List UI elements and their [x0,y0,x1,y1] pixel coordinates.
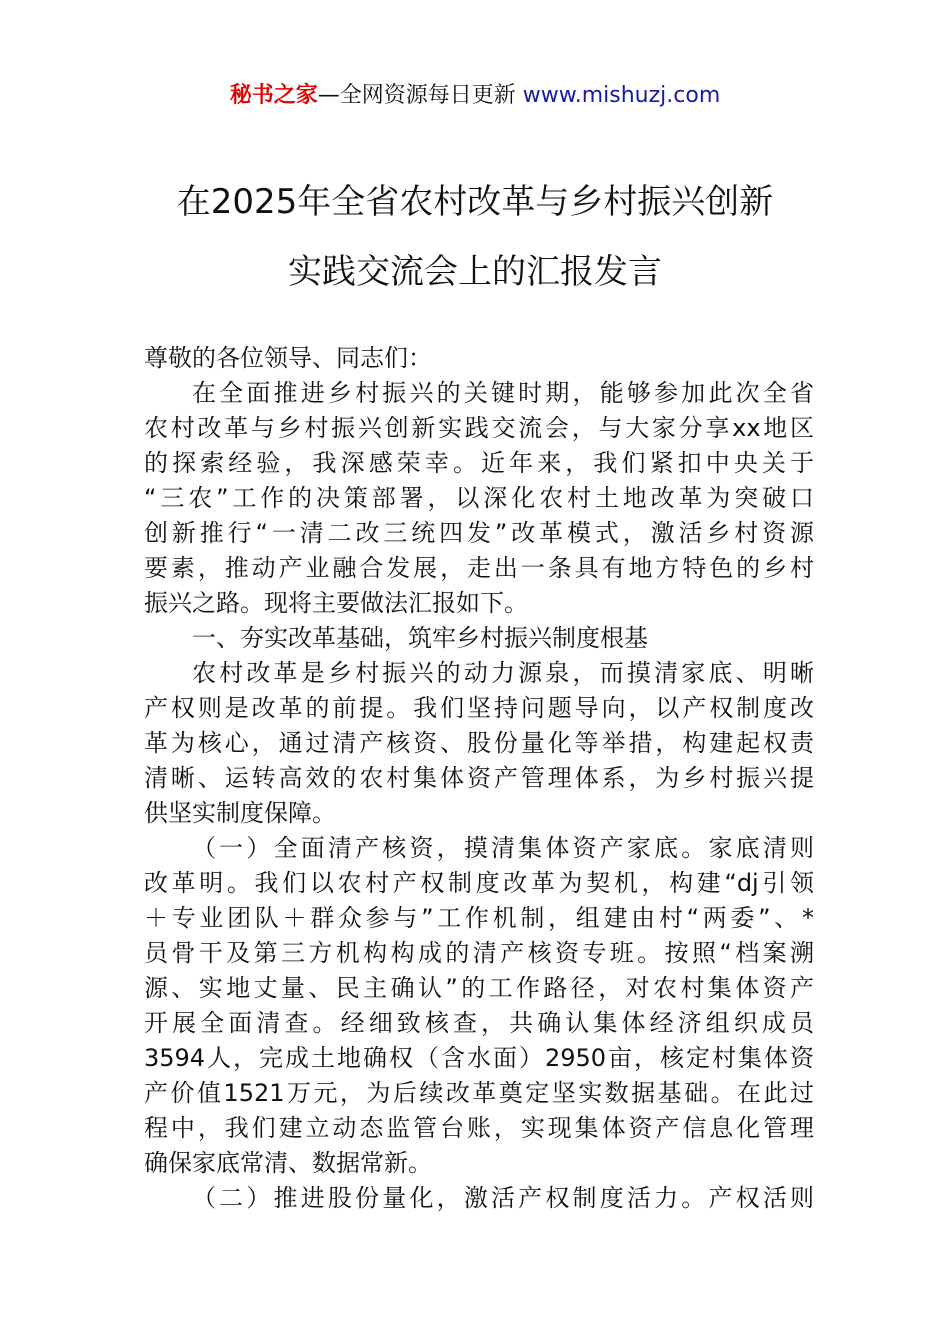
document-title-line-1: 在2025年全省农村改革与乡村振兴创新 [176,182,774,222]
site-tagline: —全网资源每日更新 [317,83,523,108]
paragraph-line: 农村改革与乡村振兴创新实践交流会，与大家分享xx地区 [144,414,814,442]
paragraph-line: 程中，我们建立动态监管台账，实现集体资产信息化管理 [144,1114,814,1142]
section-heading: 一、夯实改革基础，筑牢乡村振兴制度根基 [192,624,648,652]
paragraph-line: 振兴之路。现将主要做法汇报如下。 [144,589,528,617]
paragraph-line: 革为核心，通过清产核资、股份量化等举措，构建起权责 [144,729,814,757]
paragraph-line: 农村改革是乡村振兴的动力源泉，而摸清家底、明晰 [192,659,814,687]
paragraph-line: 在全面推进乡村振兴的关键时期，能够参加此次全省 [192,379,814,407]
salutation: 尊敬的各位领导、同志们： [144,344,432,372]
paragraph-line: 确保家底常清、数据常新。 [144,1149,432,1177]
paragraph-line: 3594人，完成土地确权（含水面）2950亩，核定村集体资 [144,1044,814,1072]
paragraph-line: 开展全面清查。经细致核查，共确认集体经济组织成员 [144,1009,814,1037]
paragraph-line: （二）推进股份量化，激活产权制度活力。产权活则 [192,1184,814,1212]
document-title-line-2: 实践交流会上的汇报发言 [288,252,662,292]
paragraph-line: 源、实地丈量、民主确认”的工作路径，对农村集体资产 [144,974,814,1002]
paragraph-line: 改革明。我们以农村产权制度改革为契机，构建“dj引领 [144,869,814,897]
paragraph-line: （一）全面清产核资，摸清集体资产家底。家底清则 [192,834,814,862]
document-body [144,341,814,1216]
paragraph-line: “三农”工作的决策部署，以深化农村土地改革为突破口 [144,484,814,512]
paragraph-line: 创新推行“一清二改三统四发”改革模式，激活乡村资源 [144,519,814,547]
site-url[interactable]: www.mishuzj.com [522,83,721,108]
site-header [0,80,950,112]
paragraph-line: 供坚实制度保障。 [144,799,336,827]
site-brand: 秘书之家 [229,83,318,108]
paragraph-line: 员骨干及第三方机构构成的清产核资专班。按照“档案溯 [144,939,814,967]
paragraph-line: 清晰、运转高效的农村集体资产管理体系，为乡村振兴提 [144,764,814,792]
paragraph-line: 要素，推动产业融合发展，走出一条具有地方特色的乡村 [144,554,814,582]
paragraph-line: 的探索经验，我深感荣幸。近年来，我们紧扣中央关于 [144,449,814,477]
paragraph-line: ＋专业团队＋群众参与”工作机制，组建由村“两委”、* [144,904,814,932]
paragraph-line: 产权则是改革的前提。我们坚持问题导向，以产权制度改 [144,694,814,722]
paragraph-line: 产价值1521万元，为后续改革奠定坚实数据基础。在此过 [144,1079,814,1107]
